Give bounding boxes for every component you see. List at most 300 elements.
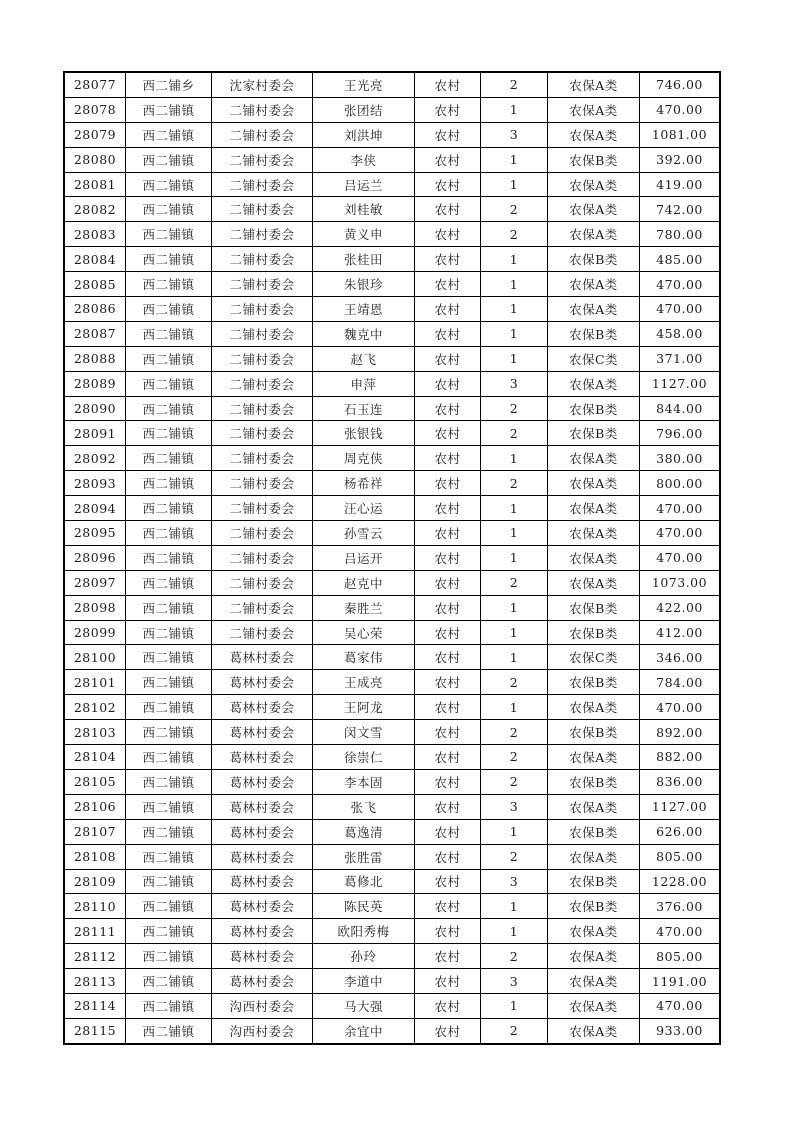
cell-person-count: 1 [481, 595, 548, 620]
cell-village: 二铺村委会 [212, 197, 313, 222]
cell-person-count: 1 [481, 272, 548, 297]
cell-residence-type: 农村 [415, 695, 481, 720]
table-row [64, 371, 720, 396]
table-row [64, 122, 720, 147]
cell-insurance-category: 农保A类 [548, 72, 640, 97]
cell-residence-type: 农村 [415, 844, 481, 869]
cell-village: 二铺村委会 [212, 620, 313, 645]
cell-insurance-category: 农保C类 [548, 346, 640, 371]
cell-amount: 458.00 [640, 321, 721, 346]
cell-town: 西二铺镇 [126, 396, 212, 421]
cell-insurance-category: 农保A类 [548, 570, 640, 595]
cell-person-count: 2 [481, 396, 548, 421]
cell-town: 西二铺镇 [126, 471, 212, 496]
cell-insurance-category: 农保A类 [548, 496, 640, 521]
cell-person-count: 2 [481, 670, 548, 695]
cell-person-count: 1 [481, 346, 548, 371]
cell-village: 葛林村委会 [212, 944, 313, 969]
cell-residence-type: 农村 [415, 645, 481, 670]
cell-person-count: 1 [481, 620, 548, 645]
cell-id: 28099 [64, 620, 126, 645]
cell-amount: 746.00 [640, 72, 721, 97]
cell-insurance-category: 农保A类 [548, 1018, 640, 1043]
cell-person-count: 2 [481, 769, 548, 794]
table-row [64, 97, 720, 122]
cell-person-count: 1 [481, 321, 548, 346]
cell-amount: 470.00 [640, 297, 721, 322]
cell-town: 西二铺镇 [126, 993, 212, 1018]
cell-residence-type: 农村 [415, 222, 481, 247]
cell-residence-type: 农村 [415, 147, 481, 172]
cell-id: 28112 [64, 944, 126, 969]
cell-residence-type: 农村 [415, 894, 481, 919]
cell-insurance-category: 农保B类 [548, 595, 640, 620]
cell-residence-type: 农村 [415, 272, 481, 297]
cell-village: 二铺村委会 [212, 521, 313, 546]
cell-insurance-category: 农保A类 [548, 197, 640, 222]
cell-amount: 1127.00 [640, 794, 721, 819]
cell-amount: 470.00 [640, 272, 721, 297]
cell-residence-type: 农村 [415, 471, 481, 496]
cell-id: 28110 [64, 894, 126, 919]
table-row [64, 222, 720, 247]
cell-town: 西二铺镇 [126, 272, 212, 297]
cell-name: 张桂田 [313, 247, 415, 272]
cell-village: 二铺村委会 [212, 421, 313, 446]
cell-amount: 470.00 [640, 97, 721, 122]
cell-town: 西二铺镇 [126, 745, 212, 770]
cell-person-count: 1 [481, 894, 548, 919]
cell-village: 二铺村委会 [212, 297, 313, 322]
cell-town: 西二铺镇 [126, 446, 212, 471]
cell-insurance-category: 农保B类 [548, 321, 640, 346]
cell-village: 二铺村委会 [212, 97, 313, 122]
cell-id: 28114 [64, 993, 126, 1018]
cell-insurance-category: 农保A类 [548, 944, 640, 969]
cell-amount: 371.00 [640, 346, 721, 371]
cell-amount: 380.00 [640, 446, 721, 471]
table-row [64, 944, 720, 969]
cell-village: 二铺村委会 [212, 346, 313, 371]
cell-insurance-category: 农保B类 [548, 894, 640, 919]
cell-town: 西二铺镇 [126, 197, 212, 222]
table-row [64, 794, 720, 819]
cell-residence-type: 农村 [415, 496, 481, 521]
cell-residence-type: 农村 [415, 969, 481, 994]
cell-name: 杨希祥 [313, 471, 415, 496]
cell-name: 王成亮 [313, 670, 415, 695]
cell-town: 西二铺镇 [126, 247, 212, 272]
table-row [64, 247, 720, 272]
cell-amount: 742.00 [640, 197, 721, 222]
records-table [63, 71, 721, 1045]
cell-village: 葛林村委会 [212, 869, 313, 894]
cell-name: 魏克中 [313, 321, 415, 346]
cell-residence-type: 农村 [415, 670, 481, 695]
cell-town: 西二铺镇 [126, 147, 212, 172]
cell-person-count: 2 [481, 944, 548, 969]
cell-id: 28111 [64, 919, 126, 944]
cell-amount: 882.00 [640, 745, 721, 770]
cell-id: 28092 [64, 446, 126, 471]
cell-person-count: 1 [481, 545, 548, 570]
cell-town: 西二铺镇 [126, 346, 212, 371]
cell-town: 西二铺镇 [126, 944, 212, 969]
cell-insurance-category: 农保A类 [548, 794, 640, 819]
cell-residence-type: 农村 [415, 745, 481, 770]
cell-name: 欧阳秀梅 [313, 919, 415, 944]
cell-village: 二铺村委会 [212, 545, 313, 570]
cell-town: 西二铺镇 [126, 869, 212, 894]
cell-name: 刘洪坤 [313, 122, 415, 147]
cell-village: 葛林村委会 [212, 919, 313, 944]
cell-person-count: 2 [481, 197, 548, 222]
cell-name: 张团结 [313, 97, 415, 122]
table-row [64, 496, 720, 521]
cell-town: 西二铺镇 [126, 122, 212, 147]
cell-residence-type: 农村 [415, 545, 481, 570]
cell-person-count: 1 [481, 247, 548, 272]
cell-village: 葛林村委会 [212, 819, 313, 844]
cell-id: 28077 [64, 72, 126, 97]
cell-residence-type: 农村 [415, 993, 481, 1018]
cell-person-count: 1 [481, 297, 548, 322]
cell-town: 西二铺镇 [126, 521, 212, 546]
cell-village: 沟西村委会 [212, 1018, 313, 1043]
cell-person-count: 1 [481, 97, 548, 122]
cell-village: 沟西村委会 [212, 993, 313, 1018]
cell-residence-type: 农村 [415, 819, 481, 844]
cell-id: 28095 [64, 521, 126, 546]
cell-insurance-category: 农保A类 [548, 844, 640, 869]
cell-village: 二铺村委会 [212, 272, 313, 297]
cell-residence-type: 农村 [415, 720, 481, 745]
cell-amount: 1127.00 [640, 371, 721, 396]
table-row [64, 272, 720, 297]
cell-town: 西二铺镇 [126, 421, 212, 446]
cell-town: 西二铺镇 [126, 894, 212, 919]
cell-town: 西二铺镇 [126, 819, 212, 844]
cell-amount: 805.00 [640, 844, 721, 869]
cell-id: 28105 [64, 769, 126, 794]
cell-name: 葛逸清 [313, 819, 415, 844]
cell-town: 西二铺镇 [126, 620, 212, 645]
cell-name: 申萍 [313, 371, 415, 396]
cell-name: 张胜雷 [313, 844, 415, 869]
cell-residence-type: 农村 [415, 72, 481, 97]
cell-residence-type: 农村 [415, 97, 481, 122]
cell-village: 葛林村委会 [212, 794, 313, 819]
cell-insurance-category: 农保B类 [548, 769, 640, 794]
table-row [64, 421, 720, 446]
cell-residence-type: 农村 [415, 247, 481, 272]
cell-id: 28108 [64, 844, 126, 869]
cell-village: 葛林村委会 [212, 844, 313, 869]
cell-village: 二铺村委会 [212, 496, 313, 521]
cell-village: 二铺村委会 [212, 321, 313, 346]
cell-person-count: 2 [481, 471, 548, 496]
cell-town: 西二铺镇 [126, 720, 212, 745]
cell-insurance-category: 农保B类 [548, 869, 640, 894]
cell-id: 28080 [64, 147, 126, 172]
cell-amount: 470.00 [640, 919, 721, 944]
cell-person-count: 1 [481, 521, 548, 546]
cell-residence-type: 农村 [415, 321, 481, 346]
cell-amount: 836.00 [640, 769, 721, 794]
cell-town: 西二铺镇 [126, 794, 212, 819]
cell-amount: 392.00 [640, 147, 721, 172]
cell-amount: 796.00 [640, 421, 721, 446]
cell-id: 28087 [64, 321, 126, 346]
table-row [64, 670, 720, 695]
cell-person-count: 1 [481, 919, 548, 944]
cell-residence-type: 农村 [415, 172, 481, 197]
cell-name: 李本固 [313, 769, 415, 794]
cell-residence-type: 农村 [415, 297, 481, 322]
cell-amount: 1073.00 [640, 570, 721, 595]
cell-village: 二铺村委会 [212, 147, 313, 172]
cell-insurance-category: 农保A类 [548, 471, 640, 496]
cell-name: 葛家伟 [313, 645, 415, 670]
cell-insurance-category: 农保A类 [548, 545, 640, 570]
table-body [64, 72, 720, 1044]
cell-id: 28088 [64, 346, 126, 371]
cell-insurance-category: 农保B类 [548, 147, 640, 172]
table-row [64, 620, 720, 645]
cell-person-count: 1 [481, 993, 548, 1018]
cell-person-count: 2 [481, 844, 548, 869]
cell-insurance-category: 农保B类 [548, 670, 640, 695]
cell-id: 28115 [64, 1018, 126, 1043]
cell-village: 葛林村委会 [212, 769, 313, 794]
cell-person-count: 1 [481, 695, 548, 720]
cell-village: 二铺村委会 [212, 222, 313, 247]
cell-amount: 470.00 [640, 993, 721, 1018]
cell-id: 28104 [64, 745, 126, 770]
table-row [64, 769, 720, 794]
table-row [64, 1018, 720, 1043]
cell-amount: 844.00 [640, 396, 721, 421]
cell-insurance-category: 农保A类 [548, 745, 640, 770]
cell-name: 赵飞 [313, 346, 415, 371]
cell-town: 西二铺镇 [126, 695, 212, 720]
cell-town: 西二铺镇 [126, 570, 212, 595]
cell-village: 二铺村委会 [212, 172, 313, 197]
cell-town: 西二铺镇 [126, 919, 212, 944]
cell-insurance-category: 农保B类 [548, 247, 640, 272]
cell-village: 二铺村委会 [212, 122, 313, 147]
cell-residence-type: 农村 [415, 421, 481, 446]
cell-village: 二铺村委会 [212, 570, 313, 595]
table-row [64, 745, 720, 770]
cell-id: 28097 [64, 570, 126, 595]
cell-town: 西二铺镇 [126, 172, 212, 197]
cell-name: 孙玲 [313, 944, 415, 969]
cell-insurance-category: 农保B类 [548, 421, 640, 446]
cell-village: 葛林村委会 [212, 645, 313, 670]
cell-name: 黄义申 [313, 222, 415, 247]
cell-id: 28094 [64, 496, 126, 521]
cell-insurance-category: 农保A类 [548, 919, 640, 944]
cell-id: 28091 [64, 421, 126, 446]
table-row [64, 297, 720, 322]
cell-id: 28078 [64, 97, 126, 122]
cell-name: 汪心运 [313, 496, 415, 521]
cell-id: 28086 [64, 297, 126, 322]
cell-id: 28082 [64, 197, 126, 222]
cell-amount: 419.00 [640, 172, 721, 197]
cell-person-count: 1 [481, 496, 548, 521]
cell-village: 葛林村委会 [212, 720, 313, 745]
cell-id: 28102 [64, 695, 126, 720]
cell-name: 周克侠 [313, 446, 415, 471]
cell-insurance-category: 农保C类 [548, 645, 640, 670]
cell-town: 西二铺镇 [126, 371, 212, 396]
cell-person-count: 2 [481, 222, 548, 247]
cell-person-count: 2 [481, 72, 548, 97]
cell-person-count: 3 [481, 371, 548, 396]
cell-village: 葛林村委会 [212, 969, 313, 994]
cell-village: 二铺村委会 [212, 247, 313, 272]
cell-name: 张飞 [313, 794, 415, 819]
cell-name: 吕运兰 [313, 172, 415, 197]
cell-town: 西二铺镇 [126, 595, 212, 620]
cell-insurance-category: 农保A类 [548, 122, 640, 147]
cell-person-count: 3 [481, 122, 548, 147]
cell-town: 西二铺镇 [126, 297, 212, 322]
cell-person-count: 3 [481, 869, 548, 894]
cell-name: 吴心荣 [313, 620, 415, 645]
cell-name: 葛修北 [313, 869, 415, 894]
cell-town: 西二铺乡 [126, 72, 212, 97]
cell-amount: 892.00 [640, 720, 721, 745]
cell-insurance-category: 农保A类 [548, 222, 640, 247]
cell-town: 西二铺镇 [126, 496, 212, 521]
cell-id: 28084 [64, 247, 126, 272]
cell-residence-type: 农村 [415, 446, 481, 471]
table-row [64, 446, 720, 471]
cell-person-count: 1 [481, 147, 548, 172]
cell-residence-type: 农村 [415, 620, 481, 645]
cell-insurance-category: 农保B类 [548, 620, 640, 645]
table-row [64, 595, 720, 620]
cell-insurance-category: 农保B类 [548, 819, 640, 844]
cell-residence-type: 农村 [415, 371, 481, 396]
table-row [64, 321, 720, 346]
table-row [64, 869, 720, 894]
cell-village: 葛林村委会 [212, 894, 313, 919]
cell-insurance-category: 农保A类 [548, 446, 640, 471]
cell-id: 28113 [64, 969, 126, 994]
cell-name: 李侠 [313, 147, 415, 172]
cell-residence-type: 农村 [415, 794, 481, 819]
cell-name: 刘桂敏 [313, 197, 415, 222]
cell-amount: 470.00 [640, 545, 721, 570]
cell-person-count: 3 [481, 969, 548, 994]
cell-name: 余宜中 [313, 1018, 415, 1043]
cell-person-count: 1 [481, 446, 548, 471]
cell-amount: 376.00 [640, 894, 721, 919]
cell-village: 葛林村委会 [212, 670, 313, 695]
table-row [64, 147, 720, 172]
table-row [64, 346, 720, 371]
cell-name: 徐崇仁 [313, 745, 415, 770]
cell-name: 赵克中 [313, 570, 415, 595]
cell-amount: 626.00 [640, 819, 721, 844]
cell-name: 张银钱 [313, 421, 415, 446]
cell-id: 28098 [64, 595, 126, 620]
cell-village: 沈家村委会 [212, 72, 313, 97]
cell-amount: 800.00 [640, 471, 721, 496]
cell-id: 28079 [64, 122, 126, 147]
cell-insurance-category: 农保A类 [548, 521, 640, 546]
table-row [64, 894, 720, 919]
cell-amount: 470.00 [640, 496, 721, 521]
cell-id: 28085 [64, 272, 126, 297]
cell-residence-type: 农村 [415, 769, 481, 794]
table-row [64, 993, 720, 1018]
cell-town: 西二铺镇 [126, 645, 212, 670]
cell-name: 孙雪云 [313, 521, 415, 546]
table-row [64, 645, 720, 670]
cell-person-count: 3 [481, 794, 548, 819]
cell-name: 吕运开 [313, 545, 415, 570]
cell-person-count: 1 [481, 819, 548, 844]
cell-village: 二铺村委会 [212, 595, 313, 620]
cell-amount: 933.00 [640, 1018, 721, 1043]
cell-person-count: 2 [481, 570, 548, 595]
cell-town: 西二铺镇 [126, 97, 212, 122]
cell-amount: 784.00 [640, 670, 721, 695]
cell-village: 葛林村委会 [212, 745, 313, 770]
cell-insurance-category: 农保A类 [548, 97, 640, 122]
cell-amount: 346.00 [640, 645, 721, 670]
cell-person-count: 2 [481, 1018, 548, 1043]
cell-amount: 485.00 [640, 247, 721, 272]
cell-town: 西二铺镇 [126, 1018, 212, 1043]
table-row [64, 819, 720, 844]
cell-name: 秦胜兰 [313, 595, 415, 620]
cell-insurance-category: 农保A类 [548, 993, 640, 1018]
table-row [64, 695, 720, 720]
cell-residence-type: 农村 [415, 595, 481, 620]
cell-residence-type: 农村 [415, 1018, 481, 1043]
table-row [64, 72, 720, 97]
cell-insurance-category: 农保A类 [548, 172, 640, 197]
cell-id: 28090 [64, 396, 126, 421]
cell-name: 李道中 [313, 969, 415, 994]
cell-person-count: 1 [481, 645, 548, 670]
cell-village: 二铺村委会 [212, 396, 313, 421]
cell-insurance-category: 农保A类 [548, 969, 640, 994]
cell-residence-type: 农村 [415, 346, 481, 371]
cell-residence-type: 农村 [415, 570, 481, 595]
cell-id: 28089 [64, 371, 126, 396]
cell-residence-type: 农村 [415, 197, 481, 222]
cell-id: 28101 [64, 670, 126, 695]
cell-person-count: 2 [481, 745, 548, 770]
cell-amount: 805.00 [640, 944, 721, 969]
cell-name: 王光亮 [313, 72, 415, 97]
cell-town: 西二铺镇 [126, 670, 212, 695]
cell-insurance-category: 农保B类 [548, 396, 640, 421]
cell-id: 28093 [64, 471, 126, 496]
table-row [64, 969, 720, 994]
cell-name: 石玉连 [313, 396, 415, 421]
cell-name: 王靖恩 [313, 297, 415, 322]
table-row [64, 197, 720, 222]
cell-town: 西二铺镇 [126, 969, 212, 994]
